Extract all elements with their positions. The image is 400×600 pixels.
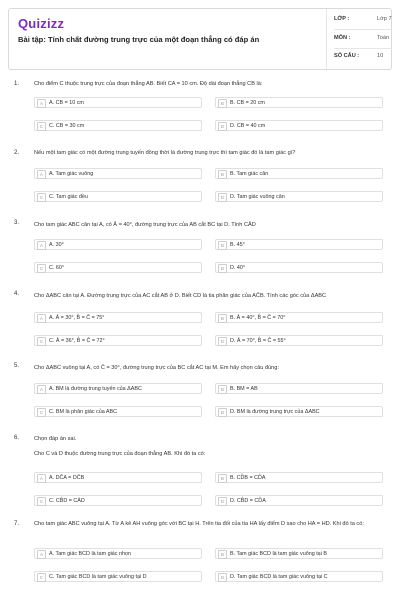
option-letter: D xyxy=(218,408,227,417)
option-c[interactable] xyxy=(34,495,202,506)
option-d[interactable] xyxy=(215,335,383,346)
option-text: A. 30° xyxy=(49,242,64,248)
option-d[interactable] xyxy=(215,495,383,506)
option-b[interactable] xyxy=(215,239,383,250)
page-title: Bài tập: Tính chất đường trung trực của một đoạn thẳng có đáp án xyxy=(18,35,260,44)
question-text: Cho ΔABC vuông tại A, có Ĉ = 30°, đường trung trực của BC cắt AC tại M. Em hãy chọn câu đúng: xyxy=(34,365,279,371)
question-number: 1. xyxy=(14,81,20,87)
option-text: A. Tam giác BCD là tam giác nhọn xyxy=(49,551,131,557)
option-b[interactable] xyxy=(215,168,383,179)
question-text: Cho ΔABC cân tại A. Đường trung trực của AC cắt AB ở D. Biết CD là tia phân giác của AĈB. Tính các góc của ΔABC xyxy=(34,293,327,299)
option-b[interactable] xyxy=(215,97,383,108)
option-letter: B xyxy=(218,241,227,250)
question-text: Cho điểm C thuộc trung trực của đoạn thẳng AB. Biết CA = 10 cm. Độ dài đoạn thẳng CB là: xyxy=(34,81,263,87)
option-b[interactable] xyxy=(215,548,383,559)
meta-count xyxy=(334,50,392,64)
option-letter: D xyxy=(218,122,227,131)
meta-grade-value: Lớp 7 xyxy=(377,16,392,22)
option-a[interactable] xyxy=(34,383,202,394)
option-letter: A xyxy=(37,550,46,559)
option-letter: A xyxy=(37,474,46,483)
option-text: D. Â = 70°, B̂ = Ĉ = 55° xyxy=(230,338,286,344)
option-text: D. 40° xyxy=(230,265,246,271)
option-text: D. BM là đường trung trực của ΔABC xyxy=(230,409,320,415)
option-c[interactable] xyxy=(34,120,202,131)
option-letter: D xyxy=(218,193,227,202)
question-subtext: Cho C và D thuộc đường trung trực của đoạn thẳng AB. Khi đó ta có: xyxy=(34,451,206,457)
option-letter: A xyxy=(37,314,46,323)
question-number: 3. xyxy=(14,220,20,226)
option-letter: C xyxy=(37,264,46,273)
option-letter: B xyxy=(218,385,227,394)
option-d[interactable] xyxy=(215,191,383,202)
question-number: 2. xyxy=(14,150,20,156)
option-text: B. CB = 20 cm xyxy=(230,100,265,106)
question-number: 4. xyxy=(14,291,20,297)
option-b[interactable] xyxy=(215,472,383,483)
meta-grade xyxy=(334,13,392,27)
quiz-header xyxy=(8,8,392,70)
meta-grade-label: LỚP : xyxy=(334,16,350,22)
option-text: C. CB = 30 cm xyxy=(49,123,85,129)
option-letter: C xyxy=(37,337,46,346)
option-letter: B xyxy=(218,99,227,108)
option-d[interactable] xyxy=(215,262,383,273)
option-letter: C xyxy=(37,193,46,202)
option-text: C. BM là phân giác của ABC xyxy=(49,409,118,415)
option-text: B. Tam giác BCD là tam giác vuông tại B xyxy=(230,551,327,557)
option-letter: D xyxy=(218,337,227,346)
option-text: A. BM là đường trung tuyến của ΔABC xyxy=(49,386,142,392)
option-letter: B xyxy=(218,170,227,179)
option-b[interactable] xyxy=(215,312,383,323)
quizizz-logo: Quizizz xyxy=(18,16,65,31)
question-text: Cho tam giác ABC vuông tại A. Từ A kẻ AH vuông góc với BC tại H. Trên tia đối của tia HA lấy điểm D sao cho HA = HD. Khi đó ta có: xyxy=(34,521,364,527)
meta-divider xyxy=(334,48,392,49)
option-text: B. BM = AB xyxy=(230,386,258,392)
option-letter: A xyxy=(37,241,46,250)
option-d[interactable] xyxy=(215,571,383,582)
option-text: C. Tam giác BCD là tam giác vuông tại D xyxy=(49,574,147,580)
option-letter: D xyxy=(218,573,227,582)
option-letter: B xyxy=(218,314,227,323)
header-divider xyxy=(326,9,327,71)
option-text: C. 60° xyxy=(49,265,65,271)
option-text: A. DĈA = DĈB xyxy=(49,475,85,481)
option-a[interactable] xyxy=(34,548,202,559)
option-c[interactable] xyxy=(34,262,202,273)
option-letter: C xyxy=(37,497,46,506)
question-text: Nếu một tam giác có một đường trung tuyến đồng thời là đường trung trực thì tam giác đó là tam giác gì? xyxy=(34,150,296,156)
option-b[interactable] xyxy=(215,383,383,394)
meta-count-value: 10 xyxy=(377,53,384,59)
question-number: 6. xyxy=(14,435,20,441)
option-a[interactable] xyxy=(34,312,202,323)
option-text: D. Tam giác vuông cân xyxy=(230,194,285,200)
question-text: Chọn đáp án sai. xyxy=(34,436,77,442)
option-text: D. CB = 40 cm xyxy=(230,123,266,129)
option-letter: A xyxy=(37,385,46,394)
option-text: A. Â = 30°, B̂ = Ĉ = 75° xyxy=(49,315,105,321)
option-text: B. Â = 40°, B̂ = Ĉ = 70° xyxy=(230,315,286,321)
option-text: B. 45° xyxy=(230,242,245,248)
option-text: D. CB̂D = CD̂A xyxy=(230,498,266,504)
option-letter: D xyxy=(218,264,227,273)
option-text: B. CD̂B = CD̂A xyxy=(230,475,266,481)
option-c[interactable] xyxy=(34,335,202,346)
option-text: C. Tam giác đều xyxy=(49,194,88,200)
option-letter: A xyxy=(37,170,46,179)
meta-subject-value: Toán xyxy=(377,35,390,41)
option-a[interactable] xyxy=(34,472,202,483)
meta-subject-label: MÔN : xyxy=(334,35,351,41)
option-c[interactable] xyxy=(34,571,202,582)
question-text: Cho tam giác ABC cân tại A, có Â = 40°, đường trung trực của AB cắt BC tại D. Tính CÂD xyxy=(34,222,256,228)
option-text: A. CB = 10 cm xyxy=(49,100,84,106)
option-a[interactable] xyxy=(34,239,202,250)
option-letter: C xyxy=(37,122,46,131)
meta-subject xyxy=(334,32,392,46)
option-text: D. Tam giác BCD là tam giác vuông tại C xyxy=(230,574,328,580)
question-number: 5. xyxy=(14,363,20,369)
option-letter: D xyxy=(218,497,227,506)
option-letter: C xyxy=(37,408,46,417)
option-text: A. Tam giác vuông xyxy=(49,171,94,177)
meta-divider xyxy=(334,29,392,30)
option-a[interactable] xyxy=(34,97,202,108)
option-d[interactable] xyxy=(215,406,383,417)
option-letter: B xyxy=(218,474,227,483)
option-letter: C xyxy=(37,573,46,582)
meta-count-label: SỐ CÂU : xyxy=(334,53,360,59)
option-text: C. Â = 36°, B̂ = Ĉ = 72° xyxy=(49,338,105,344)
option-letter: A xyxy=(37,99,46,108)
option-text: C. CB̂D = CÂD xyxy=(49,498,85,504)
option-c[interactable] xyxy=(34,406,202,417)
option-d[interactable] xyxy=(215,120,383,131)
option-letter: B xyxy=(218,550,227,559)
option-c[interactable] xyxy=(34,191,202,202)
question-number: 7. xyxy=(14,521,20,527)
option-a[interactable] xyxy=(34,168,202,179)
option-text: B. Tam giác cân xyxy=(230,171,269,177)
